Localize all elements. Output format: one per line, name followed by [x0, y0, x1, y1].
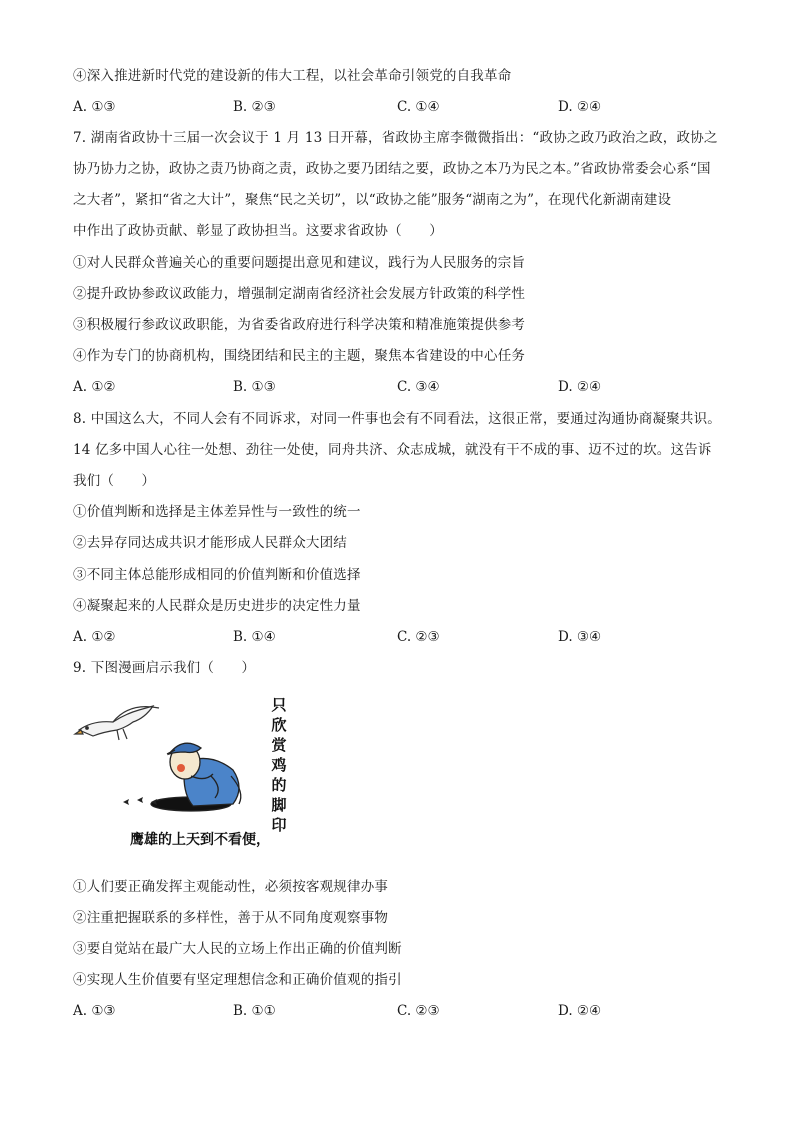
q7-stem-line-1: 7. 湖南省政协十三届一次会议于 1 月 13 日开幕，省政协主席李微微指出：“政协之政乃政治之政，政协之	[73, 130, 718, 146]
q7-option-c: C. ③④	[397, 379, 440, 395]
q9-stem: 9. 下图漫画启示我们（ ）	[73, 660, 256, 676]
vertical-char-2: 欣	[271, 716, 287, 734]
q6-option-b: B. ②③	[233, 99, 276, 115]
q9-options	[73, 1001, 713, 1021]
q8-item-2: ②去异存同达成共识才能形成人民群众大团结	[73, 535, 347, 551]
q7-stem-line-3: 之大者”，紧扣“省之大计”，聚焦“民之关切”，以“政协之能”服务“湖南之为”，在现代化新湖南建设	[73, 192, 672, 208]
vertical-char-6: 脚	[271, 796, 287, 814]
q9-option-c: C. ②③	[397, 1003, 440, 1019]
cartoon-caption: 鹰雄的上天到不看便，	[130, 832, 270, 848]
q6-option-d: D. ②④	[558, 99, 602, 115]
q7-option-a: A. ①②	[73, 379, 116, 395]
vertical-char-3: 赏	[271, 736, 287, 754]
q9-option-b: B. ①①	[233, 1003, 276, 1019]
q7-options	[73, 377, 713, 397]
q7-option-b: B. ①③	[233, 379, 276, 395]
eagle-drawing	[75, 706, 159, 740]
q8-option-a: A. ①②	[73, 629, 116, 645]
q6-item-4: ④深入推进新时代党的建设新的伟大工程，以社会革命引领党的自我革命	[73, 68, 512, 84]
q7-item-3: ③积极履行参政议政职能，为省委省政府进行科学决策和精准施策提供参考	[73, 317, 526, 333]
vertical-char-1: 只	[271, 696, 287, 714]
q8-stem-line-3: 我们（ ）	[73, 473, 156, 489]
q8-stem-line-2: 14 亿多中国人心往一处想、劲往一处使，同舟共济、众志成城，就没有干不成的事、迈不过的坎。这告诉	[73, 442, 712, 458]
q9-option-d: D. ②④	[558, 1003, 602, 1019]
man-drawing	[151, 743, 241, 811]
q7-item-1: ①对人民群众普遍关心的重要问题提出意见和建议，践行为人民服务的宗旨	[73, 255, 526, 271]
q7-stem-line-4: 中作出了政协贡献、彰显了政协担当。这要求省政协（ ）	[73, 223, 443, 239]
vertical-char-5: 的	[271, 776, 287, 794]
vertical-char-4: 鸡	[271, 756, 287, 774]
q8-option-b: B. ①④	[233, 629, 276, 645]
q8-option-c: C. ②③	[397, 629, 440, 645]
q6-options	[73, 97, 713, 117]
q8-stem-line-1: 8. 中国这么大，不同人会有不同诉求，对同一件事也会有不同看法，这很正常，要通过沟通协商凝聚共识。	[73, 411, 721, 427]
q8-item-4: ④凝聚起来的人民群众是历史进步的决定性力量	[73, 598, 361, 614]
q6-option-a: A. ①③	[73, 99, 116, 115]
q8-item-3: ③不同主体总能形成相同的价值判断和价值选择	[73, 567, 361, 583]
q7-option-d: D. ②④	[558, 379, 602, 395]
vertical-char-7: 印	[271, 816, 287, 834]
q8-item-1: ①价值判断和选择是主体差异性与一致性的统一	[73, 504, 361, 520]
q8-options	[73, 627, 713, 647]
q6-option-c: C. ①④	[397, 99, 440, 115]
q7-item-4: ④作为专门的协商机构，围绕团结和民主的主题，聚焦本省建设的中心任务	[73, 348, 526, 364]
q8-option-d: D. ③④	[558, 629, 602, 645]
q7-item-2: ②提升政协参政议政能力，增强制定湖南省经济社会发展方针政策的科学性	[73, 286, 526, 302]
q7-stem-line-2: 协乃协力之协，政协之责乃协商之责，政协之要乃团结之要，政协之本乃为民之本。”省政协常委会心系“国	[73, 161, 711, 177]
q9-item-2: ②注重把握联系的多样性，善于从不同角度观察事物	[73, 910, 389, 926]
q9-item-1: ①人们要正确发挥主观能动性，必须按客观规律办事	[73, 879, 389, 895]
q9-item-3: ③要自觉站在最广大人民的立场上作出正确的价值判断	[73, 941, 402, 957]
q9-item-4: ④实现人生价值要有坚定理想信念和正确价值观的指引	[73, 972, 402, 988]
q9-option-a: A. ①③	[73, 1003, 116, 1019]
cartoon-vertical-text	[267, 695, 291, 835]
